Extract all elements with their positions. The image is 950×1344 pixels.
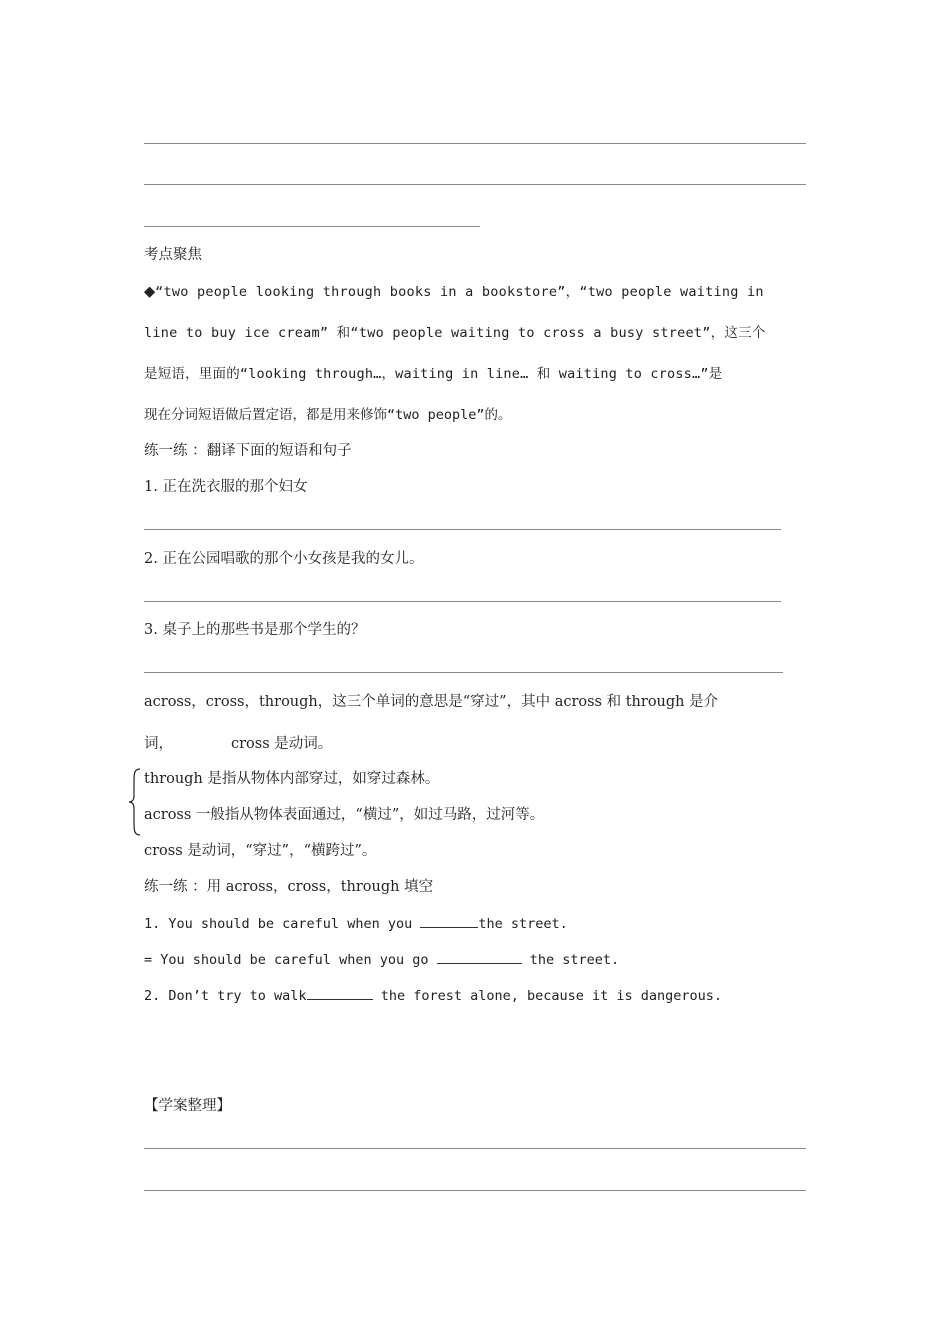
- answer-line[interactable]: [144, 529, 781, 530]
- bullet-icon: ◆: [144, 284, 156, 300]
- answer-line: [144, 184, 806, 185]
- practice-title: 练一练 ：用 across，cross，through 填空: [144, 879, 434, 895]
- explain-line: 词， cross 是动词。: [144, 736, 333, 752]
- answer-line[interactable]: [144, 601, 781, 602]
- explain-line: cross 是动词，“穿过”，“横跨过”。: [144, 843, 377, 859]
- practice-item: 2. 正在公园唱歌的那个小女孩是我的女儿。: [144, 551, 424, 567]
- practice-item: 1. 正在洗衣服的那个妇女: [144, 479, 308, 495]
- exercise-line: 1. You should be careful when you the street.: [144, 913, 568, 934]
- explain-line: through 是指从物体内部穿过，如穿过森林。: [144, 771, 440, 787]
- answer-line: [144, 226, 480, 227]
- focus-paragraph-line: line to buy ice cream” 和“two people waiting to cross a busy street”，这三个: [144, 325, 766, 341]
- fill-blank[interactable]: [420, 913, 478, 928]
- answer-line[interactable]: [144, 1190, 806, 1191]
- answer-line: [144, 143, 806, 144]
- section-heading: 考点聚焦: [144, 247, 202, 263]
- focus-paragraph-line: ◆“two people looking through books in a bookstore”，“two people waiting in: [144, 284, 764, 300]
- focus-paragraph-line: 是短语，里面的“looking through…，waiting in line… 和 waiting to cross…”是: [144, 366, 723, 382]
- answer-line[interactable]: [144, 672, 783, 673]
- curly-brace-icon: [128, 768, 142, 836]
- focus-paragraph-line: 现在分词短语做后置定语，都是用来修饰“two people”的。: [144, 407, 512, 423]
- exercise-line: = You should be careful when you go the street.: [144, 949, 619, 970]
- fill-blank[interactable]: [437, 949, 522, 964]
- explain-line: across 一般指从物体表面通过，“横过”，如过马路，过河等。: [144, 807, 545, 823]
- answer-line[interactable]: [144, 1148, 806, 1149]
- practice-title: 练一练 ：翻译下面的短语和句子: [144, 443, 352, 459]
- explain-line: across，cross，through，这三个单词的意思是“穿过”，其中 across 和 through 是介: [144, 694, 719, 710]
- exercise-line: 2. Don’t try to walk the forest alone, because it is dangerous.: [144, 985, 722, 1006]
- summary-heading: 【学案整理】: [144, 1098, 231, 1114]
- practice-item: 3. 桌子上的那些书是那个学生的？: [144, 622, 366, 638]
- fill-blank[interactable]: [307, 985, 373, 1000]
